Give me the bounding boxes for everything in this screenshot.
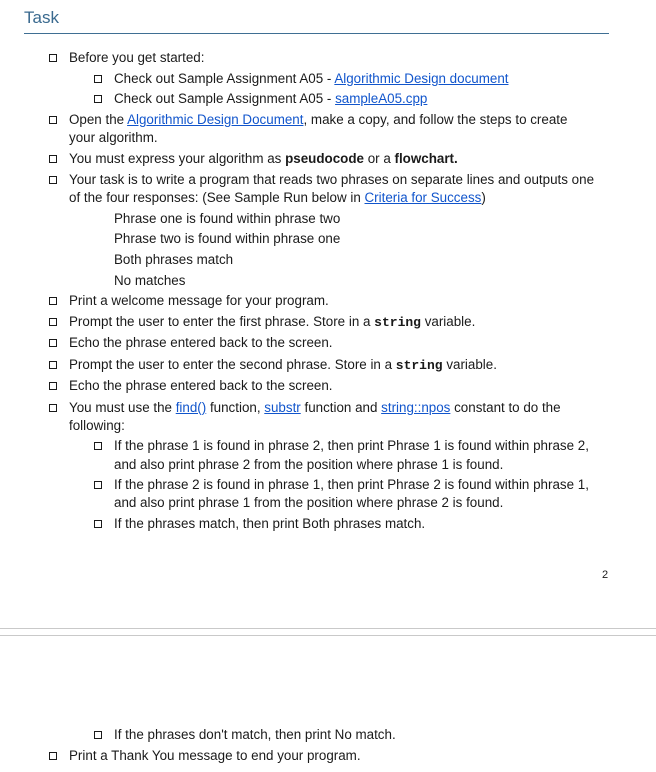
list-item-open-document-cont: your algorithm. <box>69 130 158 145</box>
checkbox-icon[interactable] <box>49 382 57 390</box>
checkbox-icon[interactable] <box>94 75 102 83</box>
list-item-check-design-doc: Check out Sample Assignment A05 - Algorithmic Design document <box>114 71 509 86</box>
find-function-link[interactable]: find() <box>175 400 207 415</box>
checkbox-icon[interactable] <box>49 361 57 369</box>
substr-function-link[interactable]: substr <box>264 400 301 415</box>
list-item-task-cont: of the four responses: (See Sample Run below in Criteria for Success) <box>69 190 486 205</box>
checkbox-icon[interactable] <box>94 442 102 450</box>
list-item-use-functions-cont: following: <box>69 418 125 433</box>
list-item-prompt-second: Prompt the user to enter the second phrase. Store in a string variable. <box>69 357 497 373</box>
document-page-2 <box>0 636 656 772</box>
list-item-no-match: If the phrases don't match, then print No match. <box>114 727 396 742</box>
list-item-phrase1-in-phrase2-cont: and also print phrase 2 from the position where phrase 1 is found. <box>114 457 504 472</box>
checkbox-icon[interactable] <box>94 520 102 528</box>
checkbox-icon[interactable] <box>49 752 57 760</box>
response-option: Phrase one is found within phrase two <box>114 211 341 226</box>
heading-rule <box>24 33 609 34</box>
checkbox-icon[interactable] <box>49 155 57 163</box>
list-item-phrase2-in-phrase1-cont: and also print phrase 1 from the position where phrase 2 is found. <box>114 495 504 510</box>
checkbox-icon[interactable] <box>94 95 102 103</box>
algorithmic-design-document-link[interactable]: Algorithmic Design Document <box>127 112 304 127</box>
page-number: 2 <box>602 569 609 581</box>
list-item-open-document: Open the Algorithmic Design Document, make a copy, and follow the steps to create <box>69 112 568 127</box>
list-item-prompt-first: Prompt the user to enter the first phrase. Store in a string variable. <box>69 314 476 330</box>
list-item-task: Your task is to write a program that reads two phrases on separate lines and outputs one <box>69 172 595 187</box>
sample-cpp-link[interactable]: sampleA05.cpp <box>335 91 428 106</box>
checkbox-icon[interactable] <box>49 297 57 305</box>
checkbox-icon[interactable] <box>49 404 57 412</box>
list-item-phrase1-in-phrase2: If the phrase 1 is found in phrase 2, then print Phrase 1 is found within phrase 2, <box>114 438 589 453</box>
checkbox-icon[interactable] <box>94 731 102 739</box>
list-item-phrases-match: If the phrases match, then print Both phrases match. <box>114 516 426 531</box>
list-item-echo-first: Echo the phrase entered back to the screen. <box>69 335 333 350</box>
list-item-welcome: Print a welcome message for your program. <box>69 293 329 308</box>
section-heading: Task <box>24 8 59 27</box>
list-item-use-functions: You must use the find() function, substr function and string::npos constant to do the <box>69 400 561 415</box>
response-option: Phrase two is found within phrase one <box>114 231 341 246</box>
list-item-echo-second: Echo the phrase entered back to the screen. <box>69 378 333 393</box>
checkbox-icon[interactable] <box>94 481 102 489</box>
string-npos-link[interactable]: string::npos <box>381 400 451 415</box>
checkbox-icon[interactable] <box>49 339 57 347</box>
list-item-thank-you: Print a Thank You message to end your program. <box>69 748 361 763</box>
checkbox-icon[interactable] <box>49 54 57 62</box>
criteria-for-success-link[interactable]: Criteria for Success <box>364 190 482 205</box>
response-option: Both phrases match <box>114 252 234 267</box>
checkbox-icon[interactable] <box>49 176 57 184</box>
algorithmic-design-link[interactable]: Algorithmic Design document <box>334 71 509 86</box>
checkbox-icon[interactable] <box>49 116 57 124</box>
list-item-before: Before you get started: <box>69 50 205 65</box>
list-item-phrase2-in-phrase1: If the phrase 2 is found in phrase 1, then print Phrase 2 is found within phrase 1, <box>114 477 589 492</box>
list-item-express-algorithm: You must express your algorithm as pseudocode or a flowchart. <box>69 151 458 166</box>
checkbox-icon[interactable] <box>49 318 57 326</box>
list-item-check-sample-cpp: Check out Sample Assignment A05 - sampleA05.cpp <box>114 91 428 106</box>
response-option: No matches <box>114 273 186 288</box>
page-break <box>0 628 656 636</box>
